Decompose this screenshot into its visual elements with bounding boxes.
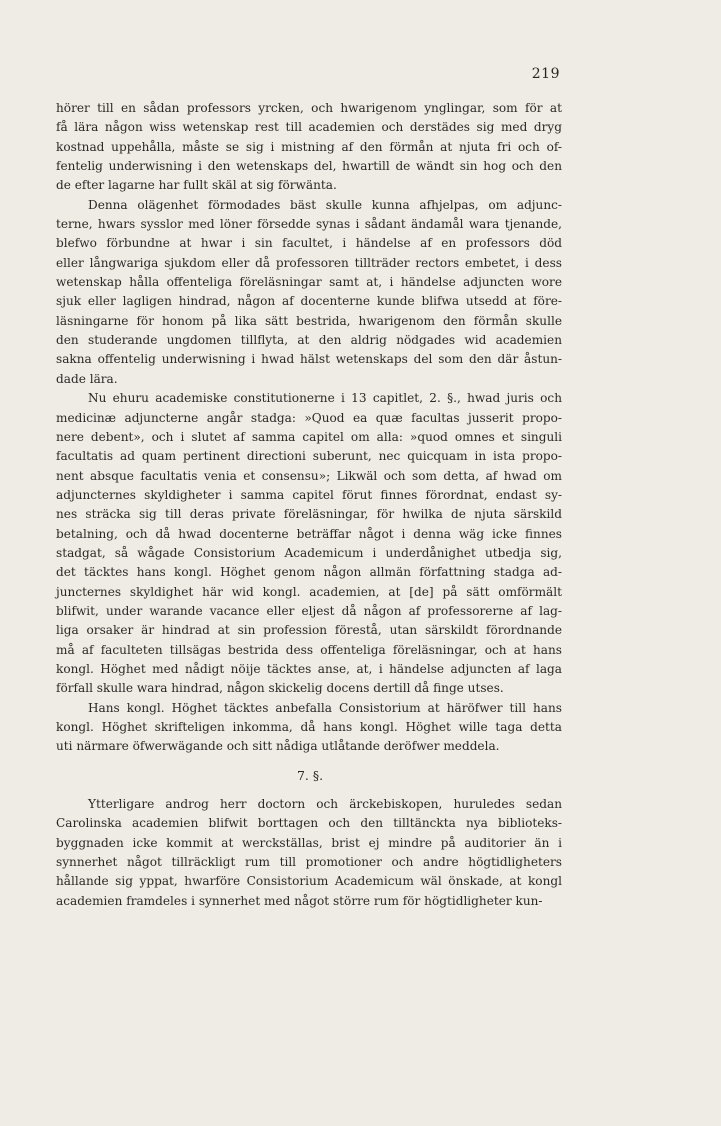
paragraph xyxy=(56,795,562,911)
paragraph xyxy=(56,389,562,699)
text-line: de efter lagarne har fullt skäl at sig förwänta. xyxy=(56,178,337,193)
text-line: facultatis ad quam pertinent directioni suberunt, nec quicquam in ista propo- xyxy=(56,449,562,464)
text-line: kostnad uppehålla, måste se sig i mistning af den förmån at njuta fri och of- xyxy=(56,139,562,154)
text-line: medicinæ adjuncterne angår stadga: »Quod ea quæ facultas jusserit propo- xyxy=(56,410,562,425)
text-line: förfall skulle wara hindrad, någon skickelig docens dertill då finge utses. xyxy=(56,681,504,696)
text-line: fentelig underwisning i den wetenskaps del, hwartill de wändt sin hog och den xyxy=(56,159,562,174)
text-line: den studerande ungdomen tillflyta, at den aldrig nödgades wid academien xyxy=(56,333,562,348)
text-line: nere debent», och i slutet af samma capitel om alla: »quod omnes et singuli xyxy=(56,429,562,444)
text-line: eller långwariga sjukdom eller då professoren tillträder rectors embetet, i dess xyxy=(56,255,562,270)
page-number: 219 xyxy=(531,66,560,82)
text-line: Nu ehuru academiske constitutionerne i 13 capitlet, 2. §., hwad juris och xyxy=(88,391,562,406)
text-line: kongl. Höghet med nådigt nöije täcktes anse, at, i händelse adjuncten af laga xyxy=(56,661,562,676)
text-line: byggnaden icke kommit at werckställas, brist ej mindre på auditorier än i xyxy=(56,835,562,850)
text-line: blefwo förbundne at hwar i sin facultet, i händelse af en professors död xyxy=(56,236,562,251)
section-heading: 7. §. xyxy=(296,767,324,783)
paragraph xyxy=(56,99,562,196)
text-line: terne, hwars sysslor med löner försedde synas i sådant ändamål wara tjenande, xyxy=(56,217,562,232)
paragraph xyxy=(56,699,562,757)
text-line: wetenskap hålla offenteliga föreläsningar samt at, i händelse adjuncten wore xyxy=(56,275,562,290)
text-line: nent absque facultatis venia et consensu»; Likwäl och som detta, af hwad om xyxy=(56,468,562,483)
text-line: hörer till en sådan professors yrcken, och hwarigenom ynglingar, som för at xyxy=(56,101,562,115)
text-line: Ytterligare androg herr doctorn och ärckebiskopen, huruledes sedan xyxy=(88,797,562,812)
text-line: adjuncternes skyldigheter i samma capitel förut finnes förordnat, endast sy- xyxy=(56,487,562,502)
text-line: Hans kongl. Höghet täcktes anbefalla Consistorium at häröfwer till hans xyxy=(88,700,562,715)
text-line: betalning, och då hwad docenterne beträffar något i denna wäg icke finnes xyxy=(56,526,562,541)
text-line: må af faculteten tillsägas bestrida dess offenteliga föreläsningar, och at hans xyxy=(56,642,562,657)
text-line: juncternes skyldighet här wid kongl. academien, at [de] på sätt omförmält xyxy=(56,584,562,599)
text-line: Carolinska academien blifwit borttagen och den tilltänckta nya biblioteks- xyxy=(56,816,562,831)
text-line: liga orsaker är hindrad at sin profession förestå, utan särskildt förordnande xyxy=(56,623,562,638)
text-line: få lära någon wiss wetenskap rest till academien och derstädes sig med dryg xyxy=(56,120,562,135)
text-line: hållande sig yppat, hwarföre Consistorium Academicum wäl önskade, at kongl xyxy=(56,874,562,889)
body-text xyxy=(56,99,562,911)
text-line: Denna olägenhet förmodades bäst skulle kunna afhjelpas, om adjunc- xyxy=(88,197,562,212)
text-line: kongl. Höghet skrifteligen inkomma, då hans kongl. Höghet wille taga detta xyxy=(56,720,562,734)
text-line: dade lära. xyxy=(56,371,118,386)
text-line: academien framdeles i synnerhet med något större rum för högtidligheter kun- xyxy=(56,893,543,908)
text-line: stadgat, så wågade Consistorium Academicum i underdånighet utbedja sig, xyxy=(56,545,562,560)
text-line: blifwit, under warande vacance eller eljest då någon af professorerne af lag- xyxy=(56,603,562,618)
text-line: sjuk eller lagligen hindrad, någon af docenterne kunde blifwa utsedd at före- xyxy=(56,294,562,309)
text-line: uti närmare öfwerwägande och sitt nådiga utlåtande deröfwer meddela. xyxy=(56,739,500,754)
text-line: synnerhet något tillräckligt rum till promotioner och andre högtidligheters xyxy=(56,855,562,870)
text-line: läsningarne för honom på lika sätt bestrida, hwarigenom den förmån skulle xyxy=(56,313,562,328)
text-line: sakna offentelig underwisning i hwad hälst wetenskaps del som den där åstun- xyxy=(56,352,562,367)
text-line: nes sträcka sig till deras private föreläsningar, för hwilka de njuta särskild xyxy=(56,507,562,522)
text-line: det täcktes hans kongl. Höghet genom någon allmän författning stadga ad- xyxy=(56,565,562,580)
paragraph xyxy=(56,196,562,389)
